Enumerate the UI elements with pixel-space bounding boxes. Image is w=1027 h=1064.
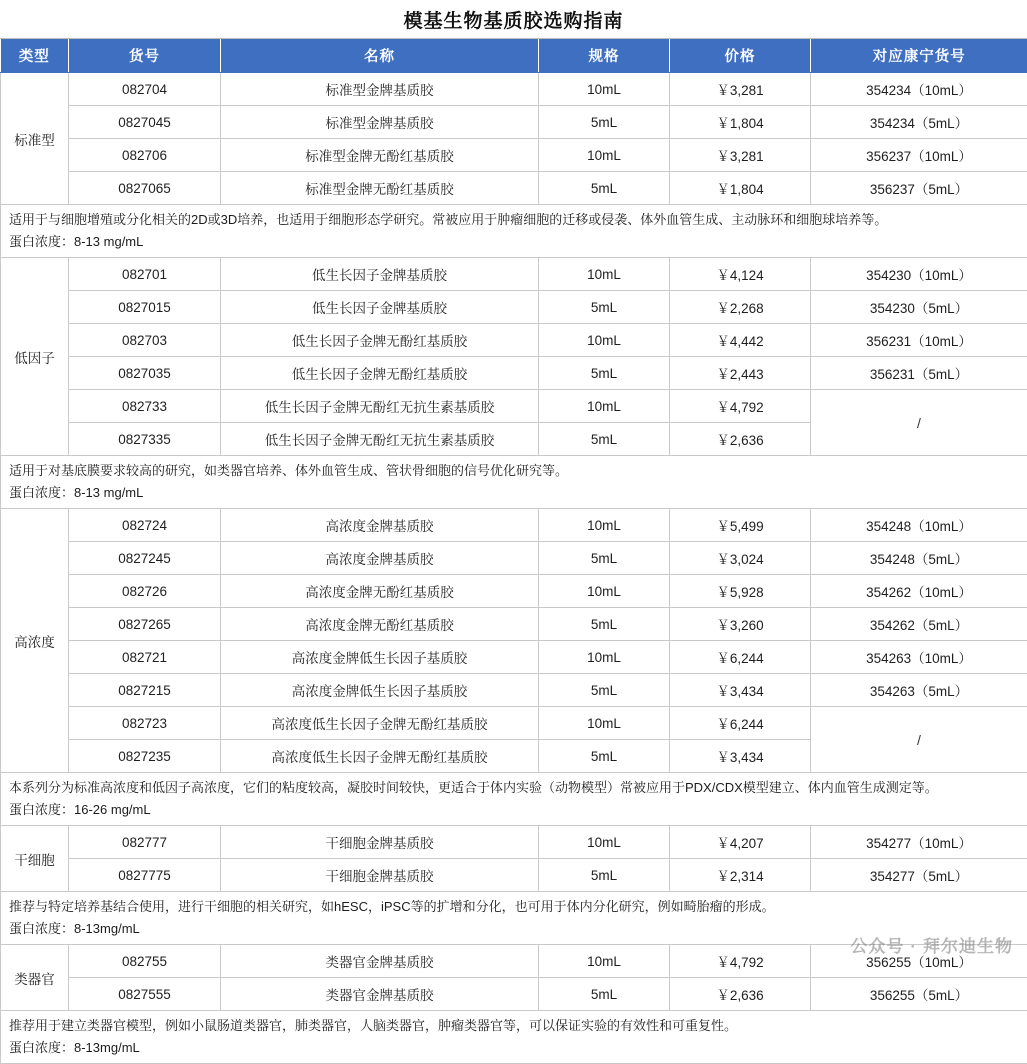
group-type-label: 高浓度 — [1, 509, 69, 773]
product-name: 标准型金牌无酚红基质胶 — [221, 172, 539, 205]
product-code: 082704 — [69, 73, 221, 106]
product-name: 高浓度金牌无酚红基质胶 — [221, 575, 539, 608]
product-code: 082723 — [69, 707, 221, 740]
group-note — [1, 456, 1027, 509]
product-spec: 10mL — [539, 945, 670, 978]
product-spec: 5mL — [539, 859, 670, 892]
table-row — [1, 707, 1027, 740]
product-code: 082703 — [69, 324, 221, 357]
table-row — [1, 390, 1027, 423]
group-concentration: 蛋白浓度：16-26 mg/mL — [9, 800, 1019, 820]
table-row — [1, 575, 1027, 608]
product-code: 0827035 — [69, 357, 221, 390]
table-note-row — [1, 205, 1027, 258]
table-note-row — [1, 773, 1027, 826]
table-row — [1, 542, 1027, 575]
product-spec: 10mL — [539, 324, 670, 357]
corning-code: 354263（10mL） — [811, 641, 1027, 674]
corning-code: 356231（5mL） — [811, 357, 1027, 390]
corning-code: 356255（5mL） — [811, 978, 1027, 1011]
group-concentration: 蛋白浓度：8-13 mg/mL — [9, 483, 1019, 503]
product-price: ￥3,281 — [670, 73, 811, 106]
group-note — [1, 205, 1027, 258]
table-row — [1, 172, 1027, 205]
product-code: 082726 — [69, 575, 221, 608]
product-code: 0827335 — [69, 423, 221, 456]
group-note-text: 推荐用于建立类器官模型，例如小鼠肠道类器官，肺类器官，人脑类器官，肿瘤类器官等，可以保证实验的有效性和可重复性。 — [9, 1016, 1019, 1036]
product-price: ￥4,792 — [670, 945, 811, 978]
corning-code: 354277（10mL） — [811, 826, 1027, 859]
product-code: 082755 — [69, 945, 221, 978]
product-spec: 5mL — [539, 674, 670, 707]
product-price: ￥3,260 — [670, 608, 811, 641]
product-spec: 10mL — [539, 826, 670, 859]
product-price: ￥5,928 — [670, 575, 811, 608]
table-row — [1, 674, 1027, 707]
product-name: 标准型金牌基质胶 — [221, 106, 539, 139]
product-code: 082724 — [69, 509, 221, 542]
column-header-price: 价格 — [670, 39, 811, 73]
corning-code: / — [811, 707, 1027, 773]
product-code: 0827555 — [69, 978, 221, 1011]
corning-code: 354277（5mL） — [811, 859, 1027, 892]
product-code: 0827045 — [69, 106, 221, 139]
page-title: 模基生物基质胶选购指南 — [403, 6, 623, 33]
product-name: 类器官金牌基质胶 — [221, 978, 539, 1011]
product-price: ￥4,792 — [670, 390, 811, 423]
product-spec: 5mL — [539, 740, 670, 773]
product-spec: 5mL — [539, 423, 670, 456]
product-price: ￥3,434 — [670, 674, 811, 707]
table-row — [1, 73, 1027, 106]
product-name: 干细胞金牌基质胶 — [221, 859, 539, 892]
table-row — [1, 859, 1027, 892]
product-price: ￥4,124 — [670, 258, 811, 291]
product-price: ￥2,268 — [670, 291, 811, 324]
corning-code: 354263（5mL） — [811, 674, 1027, 707]
group-note — [1, 1011, 1027, 1064]
product-spec: 5mL — [539, 172, 670, 205]
table-note-row — [1, 1011, 1027, 1064]
product-name: 低生长因子金牌无酚红基质胶 — [221, 324, 539, 357]
column-header-code: 货号 — [69, 39, 221, 73]
table-row — [1, 106, 1027, 139]
product-price: ￥2,314 — [670, 859, 811, 892]
product-spec: 5mL — [539, 106, 670, 139]
table-row — [1, 978, 1027, 1011]
table-header — [1, 39, 1027, 73]
product-code: 082706 — [69, 139, 221, 172]
product-code: 082777 — [69, 826, 221, 859]
table-row — [1, 139, 1027, 172]
table-body — [1, 73, 1027, 1064]
product-spec: 10mL — [539, 707, 670, 740]
corning-code: 354234（5mL） — [811, 106, 1027, 139]
product-spec: 5mL — [539, 357, 670, 390]
product-name: 标准型金牌基质胶 — [221, 73, 539, 106]
product-name: 类器官金牌基质胶 — [221, 945, 539, 978]
product-spec: 5mL — [539, 978, 670, 1011]
product-code: 0827215 — [69, 674, 221, 707]
watermark-separator: · — [910, 937, 917, 956]
corning-code: 354230（5mL） — [811, 291, 1027, 324]
product-price: ￥2,636 — [670, 978, 811, 1011]
product-spec: 10mL — [539, 575, 670, 608]
watermark-name: 拜尔迪生物 — [923, 937, 1013, 956]
group-type-label: 低因子 — [1, 258, 69, 456]
product-code: 0827015 — [69, 291, 221, 324]
product-spec: 5mL — [539, 542, 670, 575]
product-name: 高浓度金牌低生长因子基质胶 — [221, 641, 539, 674]
column-header-corning: 对应康宁货号 — [811, 39, 1027, 73]
watermark-prefix: 公众号 — [850, 937, 904, 956]
product-code: 082733 — [69, 390, 221, 423]
group-type-label: 标准型 — [1, 73, 69, 205]
corning-code: 356237（5mL） — [811, 172, 1027, 205]
corning-code: 354262（5mL） — [811, 608, 1027, 641]
product-name: 低生长因子金牌基质胶 — [221, 291, 539, 324]
product-code: 082701 — [69, 258, 221, 291]
table-row — [1, 509, 1027, 542]
product-code: 0827775 — [69, 859, 221, 892]
product-price: ￥4,442 — [670, 324, 811, 357]
product-price: ￥4,207 — [670, 826, 811, 859]
product-code: 0827235 — [69, 740, 221, 773]
corning-code: 356231（10mL） — [811, 324, 1027, 357]
group-note-text: 适用于与细胞增殖或分化相关的2D或3D培养，也适用于细胞形态学研究。常被应用于肿瘤细胞的迁移或侵袭、体外血管生成、主动脉环和细胞球培养等。 — [9, 210, 1019, 230]
column-header-type: 类型 — [1, 39, 69, 73]
table-note-row — [1, 456, 1027, 509]
corning-code: 354230（10mL） — [811, 258, 1027, 291]
group-note — [1, 773, 1027, 826]
product-name: 高浓度金牌无酚红基质胶 — [221, 608, 539, 641]
product-spec: 5mL — [539, 291, 670, 324]
product-name: 标准型金牌无酚红基质胶 — [221, 139, 539, 172]
document-title-bar — [0, 0, 1027, 39]
table-note-row — [1, 892, 1027, 945]
corning-code: 354262（10mL） — [811, 575, 1027, 608]
product-code: 082721 — [69, 641, 221, 674]
product-spec: 10mL — [539, 73, 670, 106]
table-row — [1, 945, 1027, 978]
product-code: 0827265 — [69, 608, 221, 641]
group-concentration: 蛋白浓度：8-13mg/mL — [9, 1038, 1019, 1058]
corning-code: 354248（10mL） — [811, 509, 1027, 542]
table-row — [1, 826, 1027, 859]
table-row — [1, 258, 1027, 291]
product-price: ￥3,281 — [670, 139, 811, 172]
product-spec: 10mL — [539, 390, 670, 423]
product-name: 干细胞金牌基质胶 — [221, 826, 539, 859]
product-price: ￥1,804 — [670, 172, 811, 205]
product-name: 高浓度低生长因子金牌无酚红基质胶 — [221, 740, 539, 773]
corning-code: / — [811, 390, 1027, 456]
product-name: 低生长因子金牌无酚红无抗生素基质胶 — [221, 423, 539, 456]
product-code: 0827245 — [69, 542, 221, 575]
table-row — [1, 324, 1027, 357]
group-type-label: 干细胞 — [1, 826, 69, 892]
corning-code: 356255（10mL） — [811, 945, 1027, 978]
group-note-text: 本系列分为标准高浓度和低因子高浓度，它们的粘度较高，凝胶时间较快，更适合于体内实验（动物模型）常被应用于PDX/CDX模型建立、体内血管生成测定等。 — [9, 778, 1019, 798]
product-name: 低生长因子金牌无酚红无抗生素基质胶 — [221, 390, 539, 423]
table-row — [1, 357, 1027, 390]
corning-code: 354234（10mL） — [811, 73, 1027, 106]
product-spec: 5mL — [539, 608, 670, 641]
product-price: ￥6,244 — [670, 707, 811, 740]
product-name: 高浓度金牌低生长因子基质胶 — [221, 674, 539, 707]
product-name: 高浓度金牌基质胶 — [221, 542, 539, 575]
table-row — [1, 608, 1027, 641]
column-header-name: 名称 — [221, 39, 539, 73]
product-name: 低生长因子金牌基质胶 — [221, 258, 539, 291]
product-spec: 10mL — [539, 509, 670, 542]
product-price: ￥2,443 — [670, 357, 811, 390]
product-name: 低生长因子金牌无酚红基质胶 — [221, 357, 539, 390]
product-price: ￥1,804 — [670, 106, 811, 139]
product-price: ￥6,244 — [670, 641, 811, 674]
product-price: ￥3,434 — [670, 740, 811, 773]
product-spec: 10mL — [539, 641, 670, 674]
product-price: ￥5,499 — [670, 509, 811, 542]
table-row — [1, 641, 1027, 674]
group-concentration: 蛋白浓度：8-13 mg/mL — [9, 232, 1019, 252]
corning-code: 354248（5mL） — [811, 542, 1027, 575]
product-code: 0827065 — [69, 172, 221, 205]
group-type-label: 类器官 — [1, 945, 69, 1011]
product-name: 高浓度金牌基质胶 — [221, 509, 539, 542]
column-header-spec: 规格 — [539, 39, 670, 73]
product-name: 高浓度低生长因子金牌无酚红基质胶 — [221, 707, 539, 740]
corning-code: 356237（10mL） — [811, 139, 1027, 172]
table-row — [1, 291, 1027, 324]
product-spec: 10mL — [539, 258, 670, 291]
group-note-text: 适用于对基底膜要求较高的研究，如类器官培养、体外血管生成、管状骨细胞的信号优化研究等。 — [9, 461, 1019, 481]
group-note-text: 推荐与特定培养基结合使用，进行干细胞的相关研究，如hESC，iPSC等的扩增和分化，也可用于体内分化研究，例如畸胎瘤的形成。 — [9, 897, 1019, 917]
product-guide-table — [0, 39, 1027, 1064]
product-price: ￥3,024 — [670, 542, 811, 575]
product-spec: 10mL — [539, 139, 670, 172]
product-price: ￥2,636 — [670, 423, 811, 456]
group-concentration: 蛋白浓度：8-13mg/mL — [9, 919, 1019, 939]
group-note — [1, 892, 1027, 945]
table-header-row — [1, 39, 1027, 73]
